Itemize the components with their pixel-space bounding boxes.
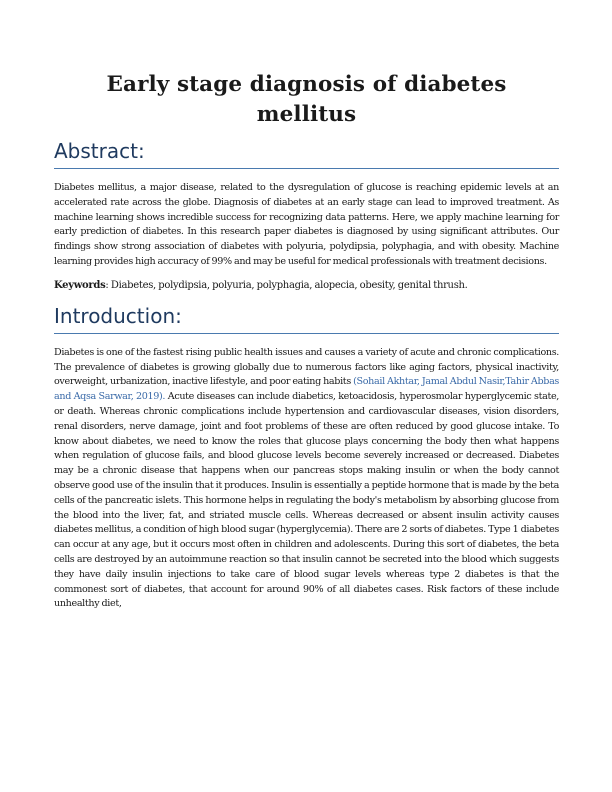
keywords-separator: :	[105, 279, 109, 291]
keywords-list: Diabetes, polydipsia, polyuria, polyphagia, alopecia, obesity, genital thrush.	[108, 279, 468, 291]
introduction-text-part2: Acute diseases can include diabetics, ketoacidosis, hyperosmolar hyperglycemic state, or death. Whereas chronic complications include hypertension and cardiovascular diseases, vision disorders, renal disorders, nerve damage, joint and foot problems of these are often reduced by good glucose intake. To know about diabetes, we need to know the roles that glucose plays concerning the body then what happens when regulation of glucose fails, and blood glucose levels become severely increased or decreased. Diabetes may be a chronic disease that happens when our pancreas stops making insulin or when the body cannot observe good use of the insulin that it produces. Insulin is essentially a peptide hormone that is made by the beta cells of the pancreatic islets. This hormone helps in regulating the body's metabolism by absorbing glucose from the blood into the liver, fat, and striated muscle cells. Whereas decreased or absent insulin activity causes diabetes mellitus, a condition of high blood sugar (hyperglycemia). There are 2 sorts of diabetes. Type 1 diabetes can occur at any age, but it occurs most often in children and adolescents. During this sort of diabetes, the beta cells are destroyed by an autoimmune reaction so that insulin cannot be secreted into the blood which suggests they have daily insulin injections to take care of blood sugar levels whereas type 2 diabetes is that the commonest sort of diabetes, that account for around 90% of all diabetes cases. Risk factors of these include unhealthy diet,	[54, 391, 559, 610]
abstract-body: Diabetes mellitus, a major disease, related to the dysregulation of glucose is reaching epidemic levels at an accelerated rate across the globe. Diagnosis of diabetes at an early stage can lead to improved treatment. As machine learning shows incredible success for recognizing data patterns. Here, we apply machine learning for early prediction of diabetes. In this research paper diabetes is diagnosed by using significant attributes. Our findings show strong association of diabetes with polyuria, polydipsia, polyphagia, and with obesity. Machine learning provides high accuracy of 99% and may be useful for medical professionals with treatment decisions.	[54, 182, 559, 267]
introduction-body	[54, 346, 559, 612]
citation-link[interactable]: (Sohail Akhtar, Jamal Abdul Nasir,Tahir Abbas and Aqsa Sarwar, 2019).	[54, 376, 560, 403]
keywords-label: Keywords	[54, 279, 106, 291]
abstract-heading: Abstract:	[54, 138, 559, 169]
keywords-line	[54, 278, 559, 293]
paper-title: Early stage diagnosis of diabetes mellitus	[106, 72, 507, 127]
introduction-text-part1: Diabetes is one of the fastest rising public health issues and causes a variety of acute and chronic complications. The prevalence of diabetes is growing globally due to numerous factors like aging factors, physical inactivity, overweight, urbanization, inactive lifestyle, and poor eating habits	[54, 346, 559, 388]
introduction-heading: Introduction:	[54, 303, 559, 334]
